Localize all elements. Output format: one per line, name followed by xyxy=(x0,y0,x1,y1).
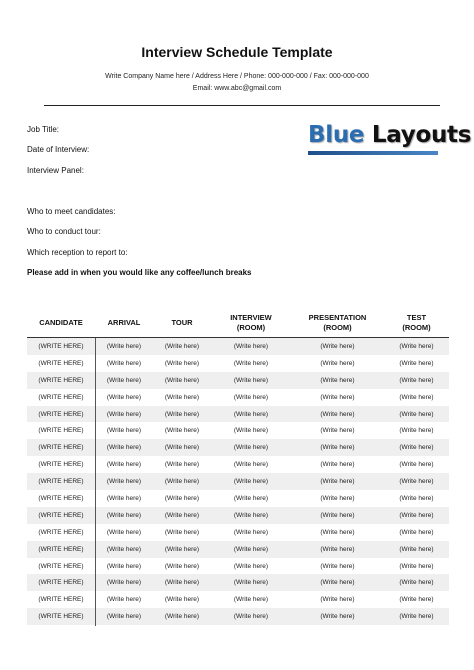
table-cell[interactable]: (Write here) xyxy=(106,444,142,452)
column-header xyxy=(291,308,384,338)
table-cell[interactable]: (WRITE HERE) xyxy=(38,545,84,553)
column-header xyxy=(153,308,211,338)
table-row xyxy=(27,439,449,456)
table-cell[interactable]: (Write here) xyxy=(233,342,269,350)
table-cell[interactable]: (Write here) xyxy=(164,359,200,367)
table-cell[interactable]: (Write here) xyxy=(164,342,200,350)
table-row xyxy=(27,541,449,558)
table-cell[interactable]: (Write here) xyxy=(233,376,269,384)
table-cell[interactable]: (Write here) xyxy=(233,494,269,502)
table-cell[interactable]: (Write here) xyxy=(106,359,142,367)
table-row xyxy=(27,524,449,541)
table-cell[interactable]: (Write here) xyxy=(106,528,142,536)
table-cell[interactable]: (Write here) xyxy=(320,427,355,435)
column-header-line: TEST xyxy=(406,313,427,322)
table-cell[interactable]: (WRITE HERE) xyxy=(38,359,84,367)
column-header-line: ARRIVAL xyxy=(107,318,141,327)
table-cell[interactable]: (Write here) xyxy=(106,461,142,469)
table-cell[interactable]: (Write here) xyxy=(399,562,434,570)
breaks-note: Please add in when you would like any coffee/lunch breaks xyxy=(27,268,252,277)
column-header-line: TOUR xyxy=(171,318,193,327)
table-cell[interactable]: (Write here) xyxy=(399,393,434,401)
table-cell[interactable]: (Write here) xyxy=(233,410,269,418)
table-cell[interactable]: (Write here) xyxy=(320,579,355,587)
table-header-row xyxy=(27,308,449,338)
table-cell[interactable]: (WRITE HERE) xyxy=(38,511,84,519)
field-who-to-meet: Who to meet candidates: xyxy=(27,207,116,216)
column-header-line: PRESENTATION xyxy=(308,313,367,322)
table-cell[interactable]: (Write here) xyxy=(399,444,434,452)
table-cell[interactable]: (Write here) xyxy=(164,596,200,604)
table-cell[interactable]: (Write here) xyxy=(399,376,434,384)
table-cell[interactable]: (Write here) xyxy=(106,494,142,502)
table-cell[interactable]: (Write here) xyxy=(106,342,142,350)
table-row xyxy=(27,490,449,507)
table-row xyxy=(27,372,449,389)
table-cell[interactable]: (Write here) xyxy=(233,444,269,452)
table-row xyxy=(27,355,449,372)
table-cell[interactable]: (WRITE HERE) xyxy=(38,579,84,587)
table-cell[interactable]: (Write here) xyxy=(106,613,142,621)
table-cell[interactable]: (Write here) xyxy=(320,511,355,519)
company-info-line: Write Company Name here / Address Here / Phone: 000-000-000 / Fax: 000-000-000 xyxy=(105,73,369,80)
table-cell[interactable]: (Write here) xyxy=(320,613,355,621)
table-row xyxy=(27,338,449,355)
table-cell[interactable]: (Write here) xyxy=(233,427,269,435)
table-row xyxy=(27,406,449,423)
schedule-table xyxy=(27,308,449,625)
field-interview-panel: Interview Panel: xyxy=(27,166,84,175)
table-cell[interactable]: (Write here) xyxy=(164,461,200,469)
column-header-line: CANDIDATE xyxy=(39,318,83,327)
table-cell[interactable]: (Write here) xyxy=(320,461,355,469)
table-cell[interactable]: (Write here) xyxy=(399,545,434,553)
table-cell[interactable]: (Write here) xyxy=(233,461,269,469)
table-row xyxy=(27,591,449,608)
table-cell[interactable]: (Write here) xyxy=(320,393,355,401)
table-cell[interactable]: (Write here) xyxy=(320,545,355,553)
table-cell[interactable]: (Write here) xyxy=(106,596,142,604)
table-cell[interactable]: (Write here) xyxy=(399,528,434,536)
table-row xyxy=(27,558,449,575)
table-body xyxy=(27,338,449,625)
table-cell[interactable]: (WRITE HERE) xyxy=(38,613,84,621)
table-cell[interactable]: (Write here) xyxy=(320,478,355,486)
table-cell[interactable]: (Write here) xyxy=(233,545,269,553)
logo-word-blue: Blue xyxy=(308,122,365,148)
table-row xyxy=(27,473,449,490)
logo-text xyxy=(308,122,471,148)
column-header xyxy=(384,308,449,338)
field-reception: Which reception to report to: xyxy=(27,248,128,257)
table-cell[interactable]: (Write here) xyxy=(233,579,269,587)
table-row xyxy=(27,608,449,625)
field-date-of-interview: Date of Interview: xyxy=(27,145,90,154)
email-line: Email: www.abc@gmail.com xyxy=(192,85,282,92)
candidate-column-divider xyxy=(95,338,96,626)
column-header-line: INTERVIEW xyxy=(230,313,272,322)
table-cell[interactable]: (Write here) xyxy=(233,478,269,486)
table-cell[interactable]: (Write here) xyxy=(233,511,269,519)
document-title: Interview Schedule Template xyxy=(141,44,333,60)
table-cell[interactable]: (Write here) xyxy=(320,596,355,604)
table-cell[interactable]: (Write here) xyxy=(399,478,434,486)
table-cell[interactable]: (Write here) xyxy=(320,359,355,367)
table-cell[interactable]: (Write here) xyxy=(106,376,142,384)
column-header xyxy=(27,308,95,338)
table-cell[interactable]: (WRITE HERE) xyxy=(38,376,84,384)
table-cell[interactable]: (Write here) xyxy=(399,613,434,621)
table-cell[interactable]: (Write here) xyxy=(233,359,269,367)
table-cell[interactable]: (Write here) xyxy=(106,427,142,435)
table-cell[interactable]: (Write here) xyxy=(399,511,434,519)
logo-word-layouts: Layouts xyxy=(371,122,472,148)
table-cell[interactable]: (Write here) xyxy=(164,511,200,519)
column-header-line: (ROOM) xyxy=(236,323,266,332)
table-cell[interactable]: (Write here) xyxy=(233,596,269,604)
table-cell[interactable]: (Write here) xyxy=(320,528,355,536)
table-cell[interactable]: (Write here) xyxy=(106,393,142,401)
table-cell[interactable]: (Write here) xyxy=(399,494,434,502)
table-cell[interactable]: (Write here) xyxy=(320,444,355,452)
table-cell[interactable]: (Write here) xyxy=(233,393,269,401)
table-cell[interactable]: (Write here) xyxy=(106,511,142,519)
blue-layouts-logo xyxy=(308,122,472,158)
table-row xyxy=(27,456,449,473)
column-header xyxy=(95,308,153,338)
header-divider xyxy=(44,105,440,106)
column-header-line: (ROOM) xyxy=(402,323,431,332)
table-cell[interactable]: (WRITE HERE) xyxy=(38,410,84,418)
table-cell[interactable]: (WRITE HERE) xyxy=(38,393,84,401)
table-cell[interactable]: (Write here) xyxy=(320,376,355,384)
table-cell[interactable]: (Write here) xyxy=(106,562,142,570)
table-cell[interactable]: (Write here) xyxy=(164,410,200,418)
column-header-line: (ROOM) xyxy=(323,323,352,332)
table-cell[interactable]: (WRITE HERE) xyxy=(38,461,84,469)
table-cell[interactable]: (Write here) xyxy=(164,494,200,502)
table-cell[interactable]: (Write here) xyxy=(399,342,434,350)
table-cell[interactable]: (Write here) xyxy=(106,545,142,553)
field-who-to-tour: Who to conduct tour: xyxy=(27,227,101,236)
table-cell[interactable]: (Write here) xyxy=(320,342,355,350)
table-cell[interactable]: (Write here) xyxy=(106,579,142,587)
table-cell[interactable]: (Write here) xyxy=(164,427,200,435)
table-cell[interactable]: (Write here) xyxy=(164,376,200,384)
table-cell[interactable]: (Write here) xyxy=(164,444,200,452)
table-cell[interactable]: (WRITE HERE) xyxy=(38,494,84,502)
table-cell[interactable]: (Write here) xyxy=(320,562,355,570)
table-row xyxy=(27,389,449,406)
table-cell[interactable]: (Write here) xyxy=(164,393,200,401)
table-cell[interactable]: (Write here) xyxy=(164,478,200,486)
table-cell[interactable]: (Write here) xyxy=(399,461,434,469)
table-cell[interactable]: (Write here) xyxy=(399,596,434,604)
logo-underline-bar xyxy=(308,151,438,155)
table-row xyxy=(27,507,449,524)
table-cell[interactable]: (Write here) xyxy=(106,410,142,418)
table-cell[interactable]: (Write here) xyxy=(164,579,200,587)
table-cell[interactable]: (WRITE HERE) xyxy=(38,342,84,350)
table-cell[interactable]: (Write here) xyxy=(233,528,269,536)
table-cell[interactable]: (WRITE HERE) xyxy=(38,528,84,536)
table-cell[interactable]: (Write here) xyxy=(399,359,434,367)
table-cell[interactable]: (WRITE HERE) xyxy=(38,562,84,570)
table-cell[interactable]: (Write here) xyxy=(399,579,434,587)
table-cell[interactable]: (Write here) xyxy=(164,613,200,621)
table-cell[interactable]: (Write here) xyxy=(399,427,434,435)
table-cell[interactable]: (WRITE HERE) xyxy=(38,478,84,486)
table-row xyxy=(27,574,449,591)
table-cell[interactable]: (Write here) xyxy=(399,410,434,418)
table-cell[interactable]: (Write here) xyxy=(320,410,355,418)
table-cell[interactable]: (Write here) xyxy=(164,562,200,570)
table-cell[interactable]: (Write here) xyxy=(233,562,269,570)
table-cell[interactable]: (Write here) xyxy=(233,613,269,621)
table-cell[interactable]: (Write here) xyxy=(164,545,200,553)
table-cell[interactable]: (WRITE HERE) xyxy=(38,596,84,604)
table-row xyxy=(27,422,449,439)
table-cell[interactable]: (Write here) xyxy=(164,528,200,536)
table-cell[interactable]: (Write here) xyxy=(106,478,142,486)
field-job-title: Job Title: xyxy=(27,125,60,134)
table-cell[interactable]: (Write here) xyxy=(320,494,355,502)
table-cell[interactable]: (WRITE HERE) xyxy=(38,444,84,452)
table-cell[interactable]: (WRITE HERE) xyxy=(38,427,84,435)
column-header xyxy=(211,308,291,338)
